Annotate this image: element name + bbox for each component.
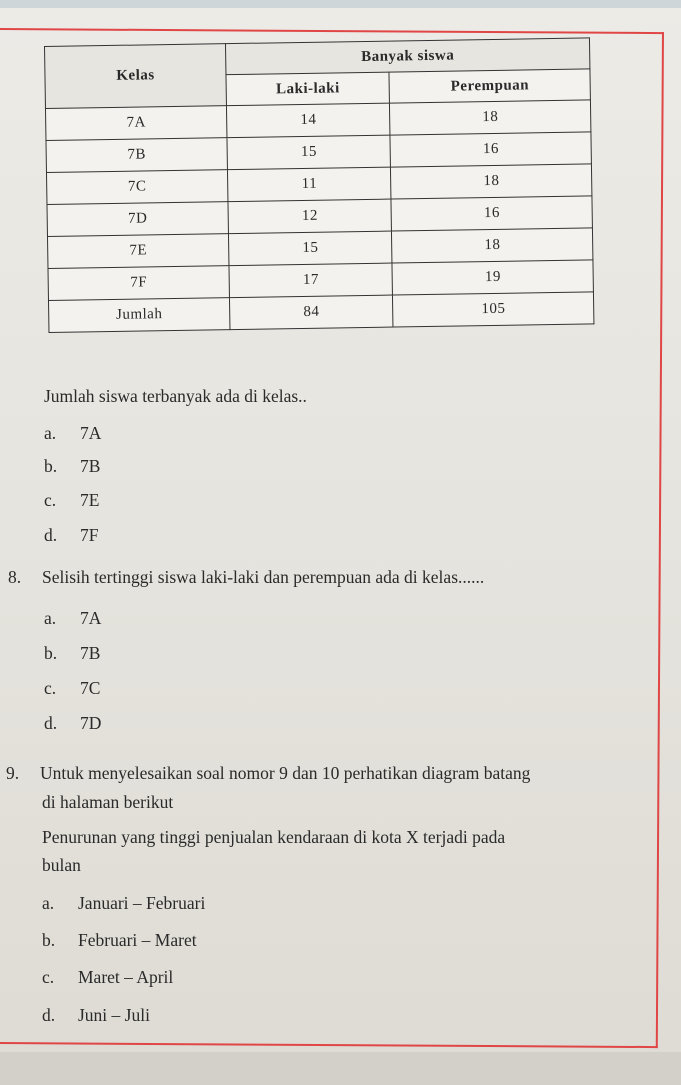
cell-kelas: 7C <box>46 170 227 205</box>
q8-option-c[interactable] <box>44 678 100 699</box>
option-text: 7F <box>80 525 99 545</box>
option-text: Januari – Februari <box>78 893 206 913</box>
cell-jumlah-perempuan: 105 <box>393 292 594 327</box>
option-text: 7D <box>80 713 102 733</box>
cell-perempuan: 18 <box>390 100 591 135</box>
cell-perempuan: 19 <box>392 260 593 295</box>
option-text: 7A <box>80 608 102 628</box>
option-letter: d. <box>44 525 58 545</box>
cell-laki: 15 <box>228 231 392 266</box>
q8-text: Selisih tertinggi siswa laki-laki dan perempuan ada di kelas...... <box>42 567 485 587</box>
header-laki-laki: Laki-laki <box>226 72 390 106</box>
top-strip <box>0 0 681 8</box>
header-perempuan: Perempuan <box>389 69 590 103</box>
q7-option-c[interactable] <box>44 490 99 511</box>
cell-jumlah-label: Jumlah <box>48 298 229 333</box>
cell-kelas: 7B <box>46 138 227 173</box>
q9-intro-text: Untuk menyelesaikan soal nomor 9 dan 10 perhatikan diagram batang <box>40 763 531 783</box>
cell-perempuan: 18 <box>391 164 592 199</box>
q9-option-c[interactable] <box>42 967 173 988</box>
option-letter: a. <box>42 893 55 913</box>
cell-perempuan: 18 <box>392 228 593 263</box>
option-letter: c. <box>44 490 57 510</box>
q7-option-b[interactable] <box>44 456 100 477</box>
option-letter: c. <box>44 678 57 698</box>
cell-laki: 11 <box>227 167 391 202</box>
option-text: 7B <box>80 643 101 663</box>
q9-text-line2: bulan <box>42 855 81 875</box>
q9-option-a[interactable] <box>42 893 205 914</box>
option-letter: a. <box>44 608 57 628</box>
option-text: 7A <box>80 423 102 443</box>
q8-option-d[interactable] <box>44 713 101 734</box>
cell-kelas: 7A <box>45 106 226 141</box>
cell-laki: 15 <box>227 135 391 170</box>
option-letter: b. <box>44 456 58 476</box>
cell-laki: 12 <box>228 199 392 234</box>
option-text: 7C <box>80 678 101 698</box>
header-kelas: Kelas <box>45 44 227 109</box>
q9-text-line1: Penurunan yang tinggi penjualan kendaraan di kota X terjadi pada <box>42 827 506 847</box>
q9-intro-line1 <box>6 763 530 784</box>
q8-number: 8. <box>8 567 22 587</box>
option-text: Februari – Maret <box>78 930 197 950</box>
cell-perempuan: 16 <box>391 196 592 231</box>
option-letter: d. <box>42 1005 56 1025</box>
q8-question <box>8 567 484 588</box>
bottom-band <box>0 1052 681 1085</box>
cell-laki: 17 <box>229 263 393 298</box>
option-text: 7E <box>80 490 100 510</box>
cell-kelas: 7F <box>48 266 229 301</box>
cell-laki: 14 <box>226 103 390 138</box>
student-table <box>44 37 594 333</box>
cell-jumlah-laki: 84 <box>229 295 393 330</box>
option-letter: b. <box>42 930 56 950</box>
q9-intro-line2: di halaman berikut <box>42 792 174 812</box>
option-letter: c. <box>42 967 55 987</box>
q7-option-a[interactable] <box>44 423 101 444</box>
option-text: Juni – Juli <box>78 1005 150 1025</box>
q8-option-b[interactable] <box>44 643 100 664</box>
cell-kelas: 7E <box>47 234 228 269</box>
q7-option-d[interactable] <box>44 525 98 546</box>
q9-number: 9. <box>6 763 20 783</box>
q9-option-b[interactable] <box>42 930 197 951</box>
option-letter: b. <box>44 643 58 663</box>
option-letter: a. <box>44 423 57 443</box>
cell-kelas: 7D <box>47 202 228 237</box>
option-text: Maret – April <box>78 967 174 987</box>
q7-question: Jumlah siswa terbanyak ada di kelas.. <box>44 386 307 406</box>
q9-option-d[interactable] <box>42 1005 150 1026</box>
header-banyak-siswa: Banyak siswa <box>225 38 589 75</box>
option-letter: d. <box>44 713 58 733</box>
option-text: 7B <box>80 456 101 476</box>
q8-option-a[interactable] <box>44 608 101 629</box>
cell-perempuan: 16 <box>390 132 591 167</box>
student-table-wrapper <box>44 37 594 333</box>
